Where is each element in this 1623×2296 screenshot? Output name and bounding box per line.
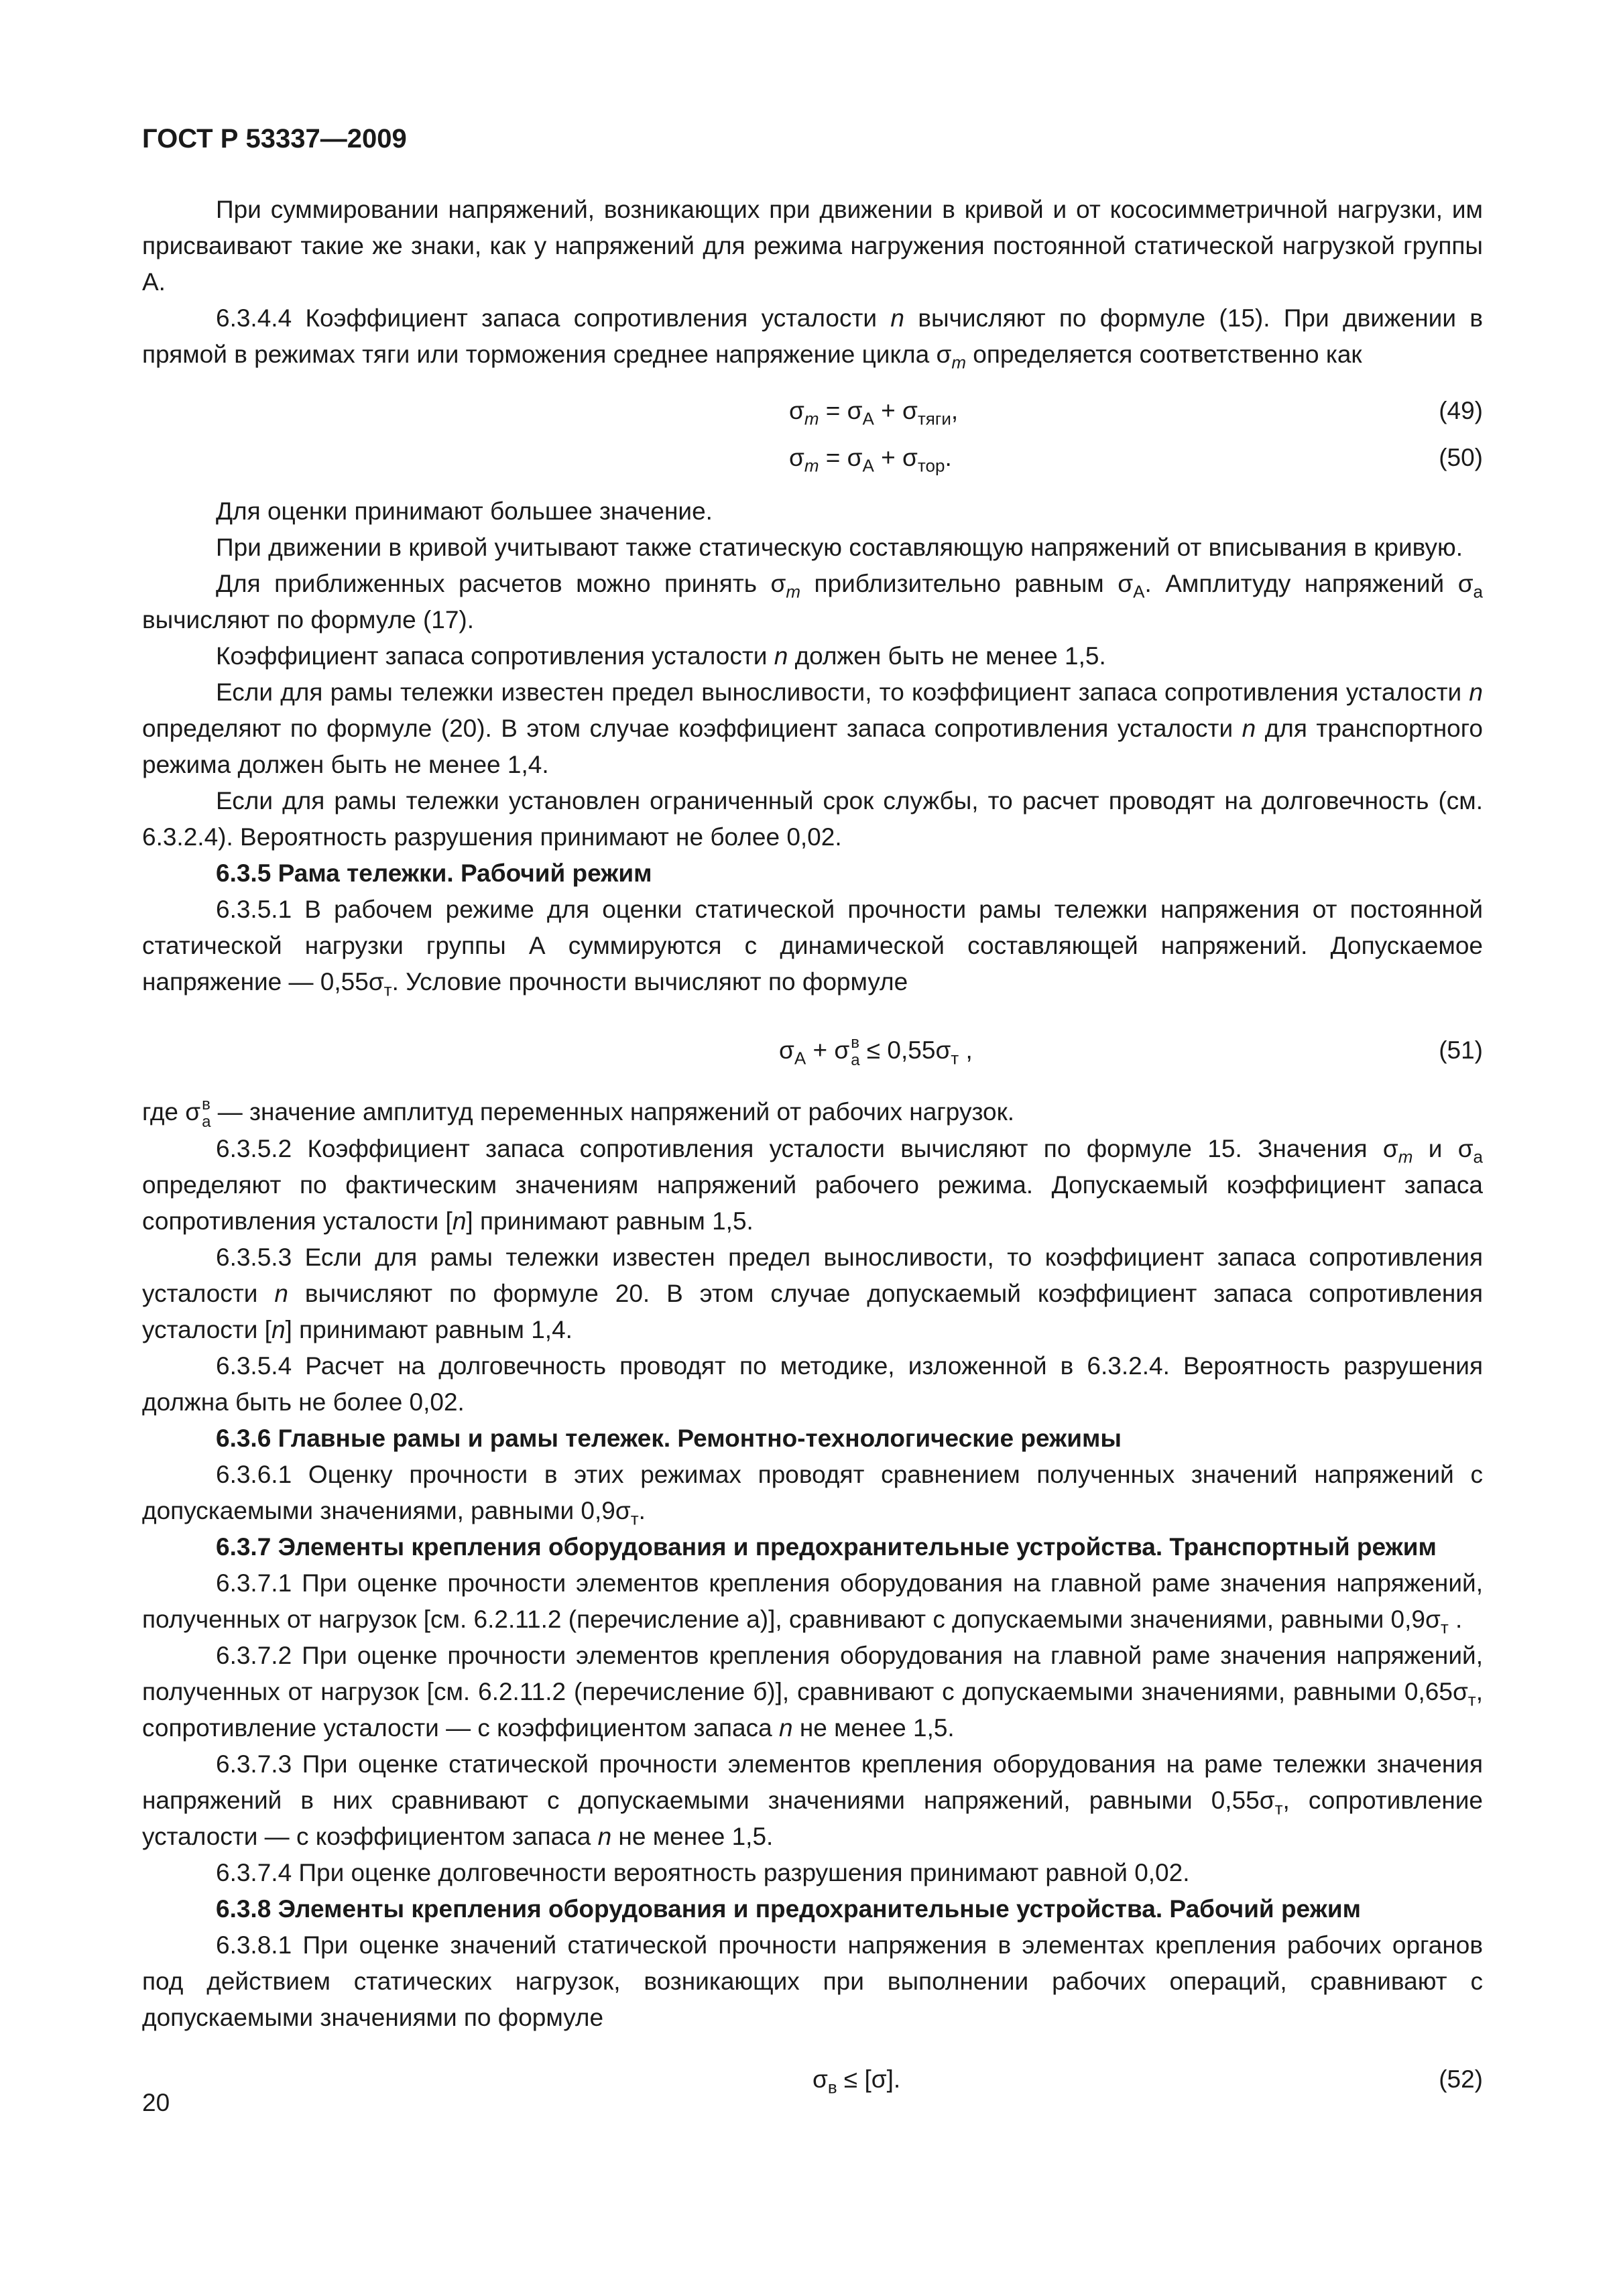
- section-heading-6-3-5: 6.3.5 Рама тележки. Рабочий режим: [216, 859, 652, 887]
- paragraph-6-3-7-3: 6.3.7.3 При оценке статической прочности элементов крепления оборудования на раме тележки значения напряжений в них сравнивают с допускаемыми значениями напряжений, равными $0,55\sigma_т$, сопротивление усталости — с коэффициентом запаса n не менее 1,5.: [142, 1750, 1484, 1851]
- paragraph-6-3-5-2: 6.3.5.2 Коэффициент запаса сопротивления усталости вычисляют по формуле 15. Значения $\sigma_m$ и $\sigma_а$ определяют по фактическим значениям напряжений рабочего режима. Допускаемый коэффициент запаса сопротивления усталости [n] принимают равным 1,5.: [142, 1135, 1483, 1235]
- paragraph-6-3-5-3: 6.3.5.3 Если для рамы тележки известен предел выносливости, то коэффициент запаса сопротивления усталости n вычисляют по формуле 20. В этом случае допускаемый коэффициент запаса сопротивления усталости [n] принимают равным 1,4.: [142, 1244, 1483, 1344]
- paragraph-6-3-4-4: 6.3.4.4 Коэффициент запаса сопротивления усталости n вычисляют по формуле (15). При движении в прямой в режимах тяги или торможения среднее напряжение цикла $\sigma_m$ определяется соответственно как: [142, 304, 1483, 373]
- formula-51-expression: $\sigma_А + \sigma$ в а ≤ $0,55\sigma_т$ ,: [779, 1034, 973, 1070]
- paragraph-6-3-7-1: 6.3.7.1 При оценке прочности элементов крепления оборудования на главной раме значения напряжений, полученных от нагрузок [см. 6.2.11.2 (перечисление а)], сравнивают с допускаемыми значениями, равными $0,9\sigma_т$ .: [142, 1569, 1483, 1638]
- formula-51: [142, 1027, 1483, 1074]
- document-header: ГОСТ Р 53337—2009: [142, 124, 407, 154]
- paragraph-6-3-7-4: 6.3.7.4 При оценке долговечности вероятность разрушения принимают равной 0,02.: [216, 1859, 1190, 1887]
- paragraph: При суммировании напряжений, возникающих при движении в кривой и от кососимметричной нагрузки, им присваивают такие же знаки, как у напряжений для режима нагружения постоянной статической нагрузкой группы А.: [142, 196, 1483, 296]
- formula-50-expression: $\sigma_m = \sigma_А + \sigma_{тор}$.: [789, 444, 952, 476]
- paragraph-6-3-5-4: 6.3.5.4 Расчет на долговечность проводят по методике, изложенной в 6.3.2.4. Вероятность разрушения должна быть не более 0,02.: [142, 1352, 1483, 1416]
- paragraph-6-3-5-1: 6.3.5.1 В рабочем режиме для оценки статической прочности рамы тележки напряжения от постоянной статической нагрузки группы А суммируются с динамической составляющей напряжений. Допускаемое напряжение — $0,55\sigma_т$. Условие прочности вычисляют по формуле: [142, 896, 1483, 1000]
- paragraph: При движении в кривой учитывают также статическую составляющую напряжений от вписывания в кривую.: [216, 534, 1463, 561]
- section-heading-6-3-7: 6.3.7 Элементы крепления оборудования и предохранительные устройства. Транспортный режим: [216, 1533, 1437, 1561]
- formula-52: [142, 2056, 1483, 2103]
- formula-number: (50): [1439, 444, 1483, 471]
- formula-number: (52): [1439, 2065, 1483, 2094]
- paragraph: Если для рамы тележки известен предел выносливости, то коэффициент запаса сопротивления усталости n определяют по формуле (20). В этом случае коэффициент запаса сопротивления усталости n для транспортного режима должен быть не менее 1,4.: [142, 678, 1484, 778]
- section-heading-6-3-8: 6.3.8 Элементы крепления оборудования и предохранительные устройства. Рабочий режим: [216, 1895, 1361, 1923]
- page-number: 20: [142, 2089, 170, 2116]
- formula-number: (49): [1439, 397, 1483, 424]
- paragraph-6-3-7-2: 6.3.7.2 При оценке прочности элементов крепления оборудования на главной раме значения напряжений, полученных от нагрузок [см. 6.2.11.2 (перечисление б)], сравнивают с допускаемыми значениями, равными $0,65\sigma_т$, сопротивление усталости — с коэффициентом запаса n не менее 1,5.: [142, 1642, 1483, 1742]
- paragraph: Если для рамы тележки установлен ограниченный срок службы, то расчет проводят на долговечность (см. 6.3.2.4). Вероятность разрушения принимают не более 0,02.: [142, 787, 1483, 851]
- section-heading-6-3-6: 6.3.6 Главные рамы и рамы тележек. Ремонтно-технологические режимы: [216, 1425, 1122, 1453]
- formula-49: [142, 387, 1483, 434]
- formula-number: (51): [1439, 1036, 1483, 1064]
- paragraph-where: где σ в а — значение амплитуд переменных напряжений от рабочих нагрузок.: [142, 1095, 1015, 1132]
- formula-49-expression: $\sigma_m = \sigma_А + \sigma_{тяги}$,: [789, 397, 959, 429]
- formula-52-expression: $\sigma_в \le [\sigma]$.: [813, 2065, 901, 2098]
- paragraph: Коэффициент запаса сопротивления усталости n должен быть не менее 1,5.: [216, 642, 1106, 670]
- paragraph-6-3-8-1: 6.3.8.1 При оценке значений статической прочности напряжения в элементах крепления рабочих органов под действием статических нагрузок, возникающих при выполнении рабочих операций, сравнивают с допускаемыми значениями по формуле: [142, 1931, 1483, 2032]
- paragraph-6-3-6-1: 6.3.6.1 Оценку прочности в этих режимах проводят сравнением полученных значений напряжений с допускаемыми значениями, равными $0,9\sigma_т$.: [142, 1461, 1483, 1529]
- paragraph: Для оценки принимают большее значение.: [216, 497, 713, 525]
- paragraph: Для приближенных расчетов можно принять $\sigma_m$ приблизительно равным $\sigma_А$. Амплитуду напряжений $\sigma_а$ вычисляют по формуле (17).: [142, 570, 1483, 633]
- document-page: [142, 121, 1483, 2103]
- formula-50: [142, 434, 1483, 481]
